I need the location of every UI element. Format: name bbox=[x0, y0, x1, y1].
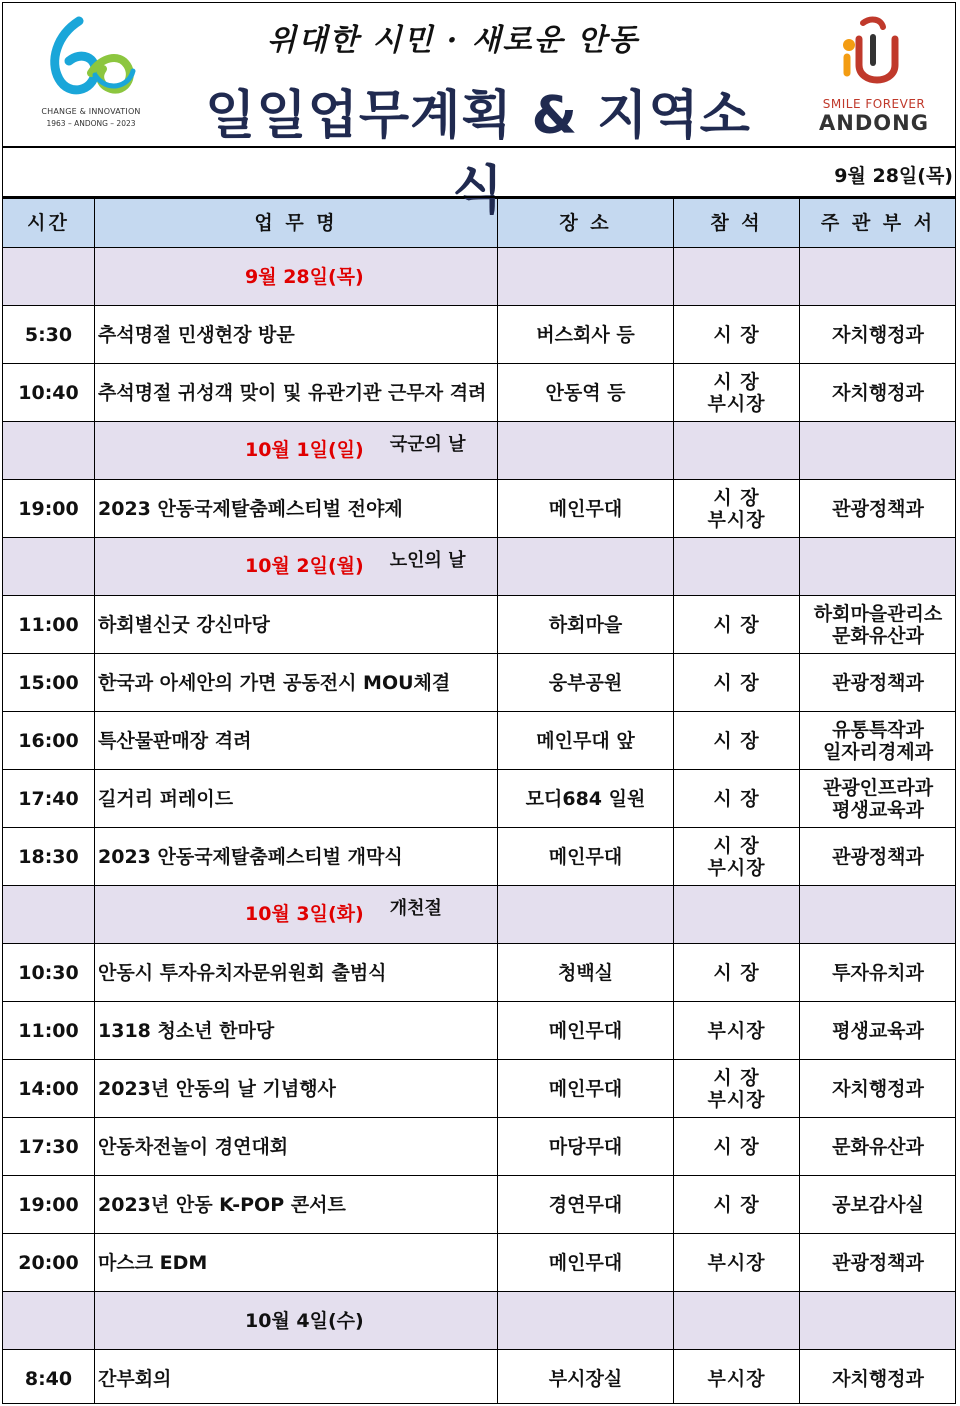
60th-anniversary-logo-icon bbox=[39, 13, 143, 105]
time-cell: 8:40 bbox=[3, 1350, 95, 1405]
section-date: 10월 3일(화) bbox=[245, 903, 364, 925]
attendee: 시 장 bbox=[713, 1066, 760, 1089]
department-cell bbox=[800, 1002, 957, 1060]
attendee: 부시장 bbox=[707, 1367, 766, 1390]
place-cell: 청백실 bbox=[498, 944, 674, 1002]
logo-left-caption-1: CHANGE & INNOVATION bbox=[41, 107, 141, 116]
date-section-row bbox=[3, 248, 957, 306]
attendees-cell bbox=[674, 770, 800, 828]
time-cell: 11:00 bbox=[3, 596, 95, 654]
department: 관광정책과 bbox=[832, 497, 924, 520]
attendee: 시 장 bbox=[713, 323, 760, 346]
column-header-time: 시간 bbox=[3, 199, 95, 248]
time-cell: 17:30 bbox=[3, 1118, 95, 1176]
attendee: 부시장 bbox=[707, 1088, 766, 1111]
department: 관광정책과 bbox=[832, 671, 924, 694]
place-cell: 메인무대 bbox=[498, 1234, 674, 1292]
task-cell: 2023년 안동의 날 기념행사 bbox=[95, 1060, 498, 1118]
date-section-row bbox=[3, 1292, 957, 1350]
department-cell bbox=[800, 828, 957, 886]
empty-cell bbox=[674, 248, 800, 306]
table-row bbox=[3, 480, 957, 538]
anniversary-logo bbox=[31, 13, 151, 133]
column-header-task: 업 무 명 bbox=[95, 199, 498, 248]
time-cell: 14:00 bbox=[3, 1060, 95, 1118]
smile-andong-logo bbox=[809, 15, 939, 140]
attendee: 시 장 bbox=[713, 834, 760, 857]
department: 관광정책과 bbox=[832, 1251, 924, 1274]
holiday-label: 국군의 날 bbox=[389, 434, 466, 455]
place-cell: 메인무대 bbox=[498, 828, 674, 886]
attendees-cell bbox=[674, 480, 800, 538]
department-cell bbox=[800, 1118, 957, 1176]
department-cell bbox=[800, 364, 957, 422]
place-cell: 하회마을 bbox=[498, 596, 674, 654]
attendee: 시 장 bbox=[713, 961, 760, 984]
date-cell bbox=[95, 1292, 498, 1350]
holiday-label: 노인의 날 bbox=[389, 550, 466, 571]
date-section-row bbox=[3, 886, 957, 944]
department-cell bbox=[800, 712, 957, 770]
place-cell: 버스회사 등 bbox=[498, 306, 674, 364]
department: 평생교육과 bbox=[832, 798, 924, 821]
attendee: 시 장 bbox=[713, 671, 760, 694]
table-row bbox=[3, 944, 957, 1002]
empty-cell bbox=[3, 422, 95, 480]
logo-right-caption-1: SMILE FOREVER bbox=[822, 97, 926, 111]
slogan: 위대한 시민 · 새로운 안동 bbox=[266, 23, 640, 58]
place-cell: 마당무대 bbox=[498, 1118, 674, 1176]
task-cell: 1318 청소년 한마당 bbox=[95, 1002, 498, 1060]
time-cell: 19:00 bbox=[3, 480, 95, 538]
section-date: 10월 2일(월) bbox=[245, 555, 364, 577]
attendees-cell bbox=[674, 712, 800, 770]
table-row bbox=[3, 1118, 957, 1176]
date-cell bbox=[95, 422, 498, 480]
time-cell: 10:30 bbox=[3, 944, 95, 1002]
department: 일자리경제과 bbox=[822, 740, 934, 763]
table-row bbox=[3, 1234, 957, 1292]
table-row bbox=[3, 1060, 957, 1118]
task-cell: 추석명절 귀성객 맞이 및 유관기관 근무자 격려 bbox=[95, 364, 498, 422]
task-cell: 2023 안동국제탈춤페스티벌 개막식 bbox=[95, 828, 498, 886]
attendees-cell bbox=[674, 1234, 800, 1292]
department-cell bbox=[800, 654, 957, 712]
place-cell: 메인무대 bbox=[498, 480, 674, 538]
department: 자치행정과 bbox=[832, 1077, 924, 1100]
department: 자치행정과 bbox=[832, 381, 924, 404]
column-header-attendees: 참 석 bbox=[674, 199, 800, 248]
empty-cell bbox=[3, 248, 95, 306]
table-row bbox=[3, 770, 957, 828]
empty-cell bbox=[498, 248, 674, 306]
attendees-cell bbox=[674, 1060, 800, 1118]
department: 문화유산과 bbox=[832, 1135, 924, 1158]
time-cell: 16:00 bbox=[3, 712, 95, 770]
task-cell: 추석명절 민생현장 방문 bbox=[95, 306, 498, 364]
department-cell bbox=[800, 770, 957, 828]
attendee: 부시장 bbox=[707, 856, 766, 879]
logo-right-caption-2: ANDONG bbox=[819, 111, 929, 135]
date-cell bbox=[95, 538, 498, 596]
place-cell: 안동역 등 bbox=[498, 364, 674, 422]
attendees-cell bbox=[674, 1176, 800, 1234]
department-cell bbox=[800, 1234, 957, 1292]
attendee: 부시장 bbox=[707, 1251, 766, 1274]
attendees-cell bbox=[674, 828, 800, 886]
department: 자치행정과 bbox=[832, 1367, 924, 1390]
place-cell: 메인무대 bbox=[498, 1060, 674, 1118]
task-cell: 간부회의 bbox=[95, 1350, 498, 1405]
empty-cell bbox=[3, 1292, 95, 1350]
attendee: 부시장 bbox=[707, 508, 766, 531]
attendee: 시 장 bbox=[713, 729, 760, 752]
department: 유통특작과 bbox=[832, 718, 924, 741]
task-cell: 한국과 아세안의 가면 공동전시 MOU체결 bbox=[95, 654, 498, 712]
place-cell: 메인무대 앞 bbox=[498, 712, 674, 770]
time-cell: 15:00 bbox=[3, 654, 95, 712]
column-header-department: 주 관 부 서 bbox=[800, 199, 957, 248]
time-cell: 10:40 bbox=[3, 364, 95, 422]
section-date: 10월 4일(수) bbox=[245, 1309, 364, 1332]
department: 자치행정과 bbox=[832, 323, 924, 346]
empty-cell bbox=[674, 538, 800, 596]
department-cell bbox=[800, 1060, 957, 1118]
time-cell: 19:00 bbox=[3, 1176, 95, 1234]
department-cell bbox=[800, 1350, 957, 1405]
attendees-cell bbox=[674, 1350, 800, 1405]
task-cell: 특산물판매장 격려 bbox=[95, 712, 498, 770]
time-cell: 11:00 bbox=[3, 1002, 95, 1060]
table-row bbox=[3, 1002, 957, 1060]
attendee: 부시장 bbox=[707, 392, 766, 415]
attendee: 시 장 bbox=[713, 613, 760, 636]
department: 투자유치과 bbox=[832, 961, 924, 984]
department: 관광인프라과 bbox=[822, 776, 934, 799]
place-cell: 경연무대 bbox=[498, 1176, 674, 1234]
date-cell bbox=[95, 886, 498, 944]
attendees-cell bbox=[674, 1118, 800, 1176]
table-row bbox=[3, 596, 957, 654]
section-date: 9월 28일(목) bbox=[245, 265, 364, 288]
department-cell bbox=[800, 944, 957, 1002]
task-cell: 하회별신굿 강신마당 bbox=[95, 596, 498, 654]
empty-cell bbox=[800, 1292, 957, 1350]
attendees-cell bbox=[674, 306, 800, 364]
task-cell: 안동차전놀이 경연대회 bbox=[95, 1118, 498, 1176]
department-cell bbox=[800, 1176, 957, 1234]
place-cell: 부시장실 bbox=[498, 1350, 674, 1405]
department: 공보감사실 bbox=[832, 1193, 924, 1216]
department: 평생교육과 bbox=[832, 1019, 924, 1042]
attendee: 시 장 bbox=[713, 370, 760, 393]
attendees-cell bbox=[674, 596, 800, 654]
department-cell bbox=[800, 306, 957, 364]
schedule-table bbox=[2, 198, 956, 1404]
empty-cell bbox=[800, 248, 957, 306]
time-cell: 20:00 bbox=[3, 1234, 95, 1292]
column-header-place: 장 소 bbox=[498, 199, 674, 248]
department: 관광정책과 bbox=[832, 845, 924, 868]
empty-cell bbox=[3, 538, 95, 596]
smile-forever-andong-logo-icon bbox=[837, 15, 911, 93]
table-row bbox=[3, 1176, 957, 1234]
department-cell bbox=[800, 480, 957, 538]
attendees-cell bbox=[674, 1002, 800, 1060]
department: 하회마을관리소 bbox=[813, 602, 943, 625]
place-cell: 웅부공원 bbox=[498, 654, 674, 712]
table-row bbox=[3, 1350, 957, 1405]
daily-plan-sheet bbox=[2, 2, 956, 1404]
place-cell: 모디684 일원 bbox=[498, 770, 674, 828]
date-section-row bbox=[3, 538, 957, 596]
report-date-bar bbox=[3, 148, 955, 198]
table-row bbox=[3, 828, 957, 886]
time-cell: 18:30 bbox=[3, 828, 95, 886]
attendees-cell bbox=[674, 944, 800, 1002]
empty-cell bbox=[674, 886, 800, 944]
table-row bbox=[3, 306, 957, 364]
date-section-row bbox=[3, 422, 957, 480]
attendee: 시 장 bbox=[713, 1135, 760, 1158]
department: 문화유산과 bbox=[832, 624, 924, 647]
task-cell: 길거리 퍼레이드 bbox=[95, 770, 498, 828]
department-cell bbox=[800, 596, 957, 654]
empty-cell bbox=[498, 886, 674, 944]
page-title: 일일업무계획 & 지역소식 bbox=[205, 86, 751, 221]
table-row bbox=[3, 654, 957, 712]
empty-cell bbox=[674, 1292, 800, 1350]
attendee: 시 장 bbox=[713, 1193, 760, 1216]
attendees-cell bbox=[674, 364, 800, 422]
empty-cell bbox=[800, 422, 957, 480]
task-cell: 마스크 EDM bbox=[95, 1234, 498, 1292]
task-cell: 2023 안동국제탈춤페스티벌 전야제 bbox=[95, 480, 498, 538]
attendee: 시 장 bbox=[713, 486, 760, 509]
empty-cell bbox=[3, 886, 95, 944]
attendee: 부시장 bbox=[707, 1019, 766, 1042]
schedule-body bbox=[3, 248, 957, 1405]
task-cell: 안동시 투자유치자문위원회 출범식 bbox=[95, 944, 498, 1002]
holiday-label: 개천절 bbox=[389, 898, 442, 919]
time-cell: 17:40 bbox=[3, 770, 95, 828]
empty-cell bbox=[498, 1292, 674, 1350]
place-cell: 메인무대 bbox=[498, 1002, 674, 1060]
logo-left-caption-2: 1963 – ANDONG – 2023 bbox=[46, 119, 136, 128]
empty-cell bbox=[674, 422, 800, 480]
empty-cell bbox=[800, 538, 957, 596]
empty-cell bbox=[800, 886, 957, 944]
empty-cell bbox=[498, 422, 674, 480]
section-date: 10월 1일(일) bbox=[245, 439, 364, 461]
table-row bbox=[3, 712, 957, 770]
table-row bbox=[3, 364, 957, 422]
attendee: 시 장 bbox=[713, 787, 760, 810]
attendees-cell bbox=[674, 654, 800, 712]
date-cell bbox=[95, 248, 498, 306]
empty-cell bbox=[498, 538, 674, 596]
time-cell: 5:30 bbox=[3, 306, 95, 364]
task-cell: 2023년 안동 K-POP 콘서트 bbox=[95, 1176, 498, 1234]
report-date: 9월 28일(목) bbox=[834, 165, 953, 187]
